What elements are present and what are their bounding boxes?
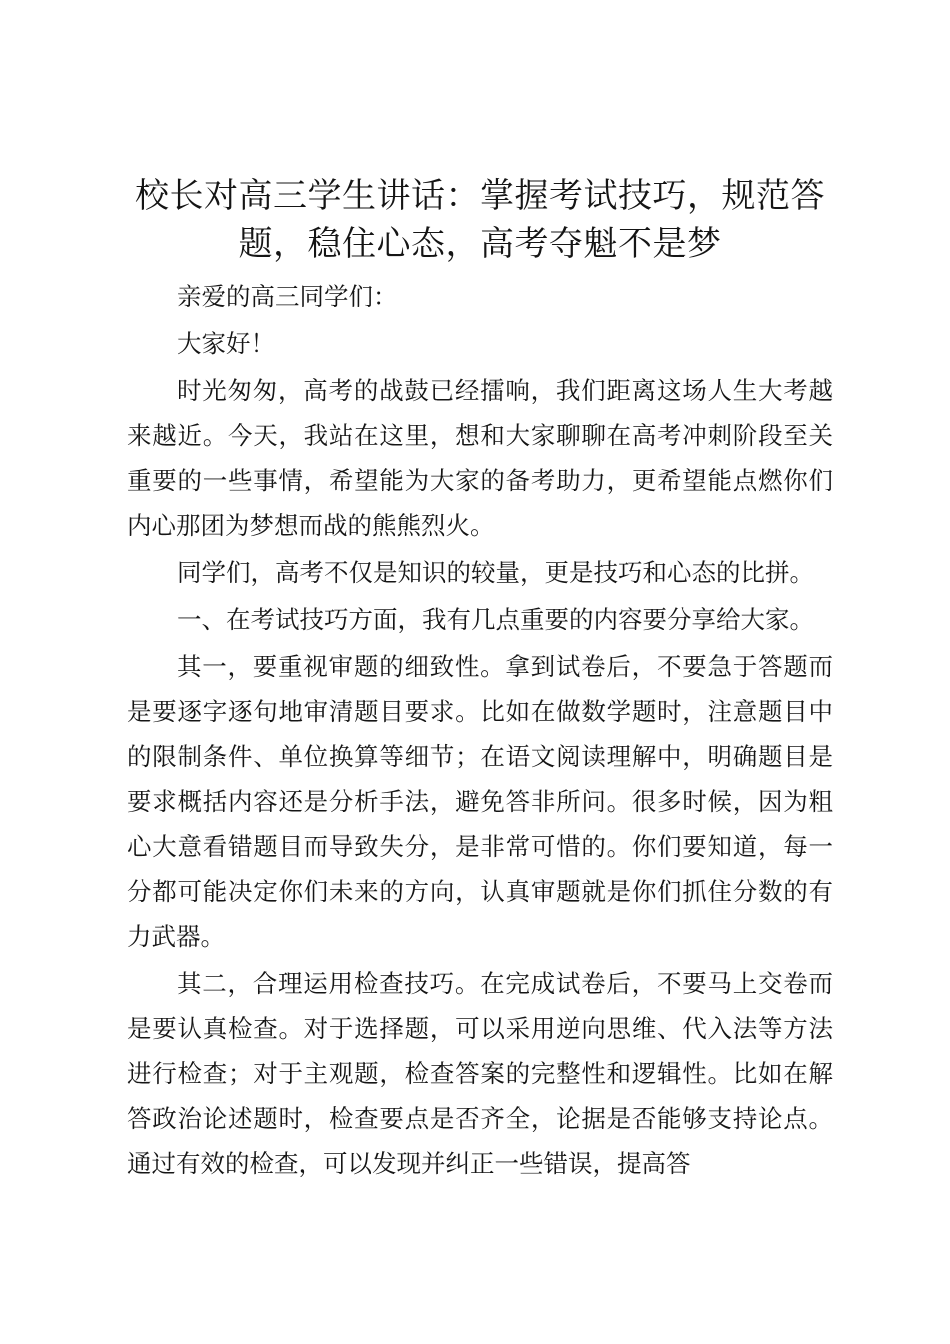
paragraph-point-2: 其二，合理运用检查技巧。在完成试卷后，不要马上交卷而是要认真检查。对于选择题，可以采用逆向思维、代入法等方法进行检查；对于主观题，检查答案的完整性和逻辑性。比如在解答政治论述题时，检查要点是否齐全，论据是否能够支持论点。通过有效的检查，可以发现并纠正一些错误，提高答: [127, 969, 833, 1178]
section-heading-exam-skills: 一、在考试技巧方面，我有几点重要的内容要分享给大家。: [177, 605, 814, 634]
paragraph-point-1: 其一，要重视审题的细致性。拿到试卷后，不要急于答题而是要逐字逐句地审清题目要求。比如在做数学题时，注意题目中的限制条件、单位换算等细节；在语文阅读理解中，明确题目是要求概括内容还是分析手法，避免答非所问。很多时候，因为粗心大意看错题目而导致失分，是非常可惜的。你们要知道，每一分都可能决定你们未来的方向，认真审题就是你们抓住分数的有力武器。: [127, 652, 833, 951]
paragraph-thesis: 同学们，高考不仅是知识的较量，更是技巧和心态的比拼。: [177, 558, 814, 587]
paragraph-intro: 时光匆匆，高考的战鼓已经擂响，我们距离这场人生大考越来越近。今天，我站在这里，想和大家聊聊在高考冲刺阶段至关重要的一些事情，希望能为大家的备考助力，更希望能点燃你们内心那团为梦想而战的熊熊烈火。: [127, 376, 833, 540]
greeting: 大家好！: [177, 329, 275, 358]
document-title: 校长对高三学生讲话：掌握考试技巧，规范答题，稳住心态，高考夺魁不是梦: [135, 176, 825, 264]
document-page: [127, 172, 833, 1186]
salutation: 亲爱的高三同学们：: [177, 282, 398, 311]
